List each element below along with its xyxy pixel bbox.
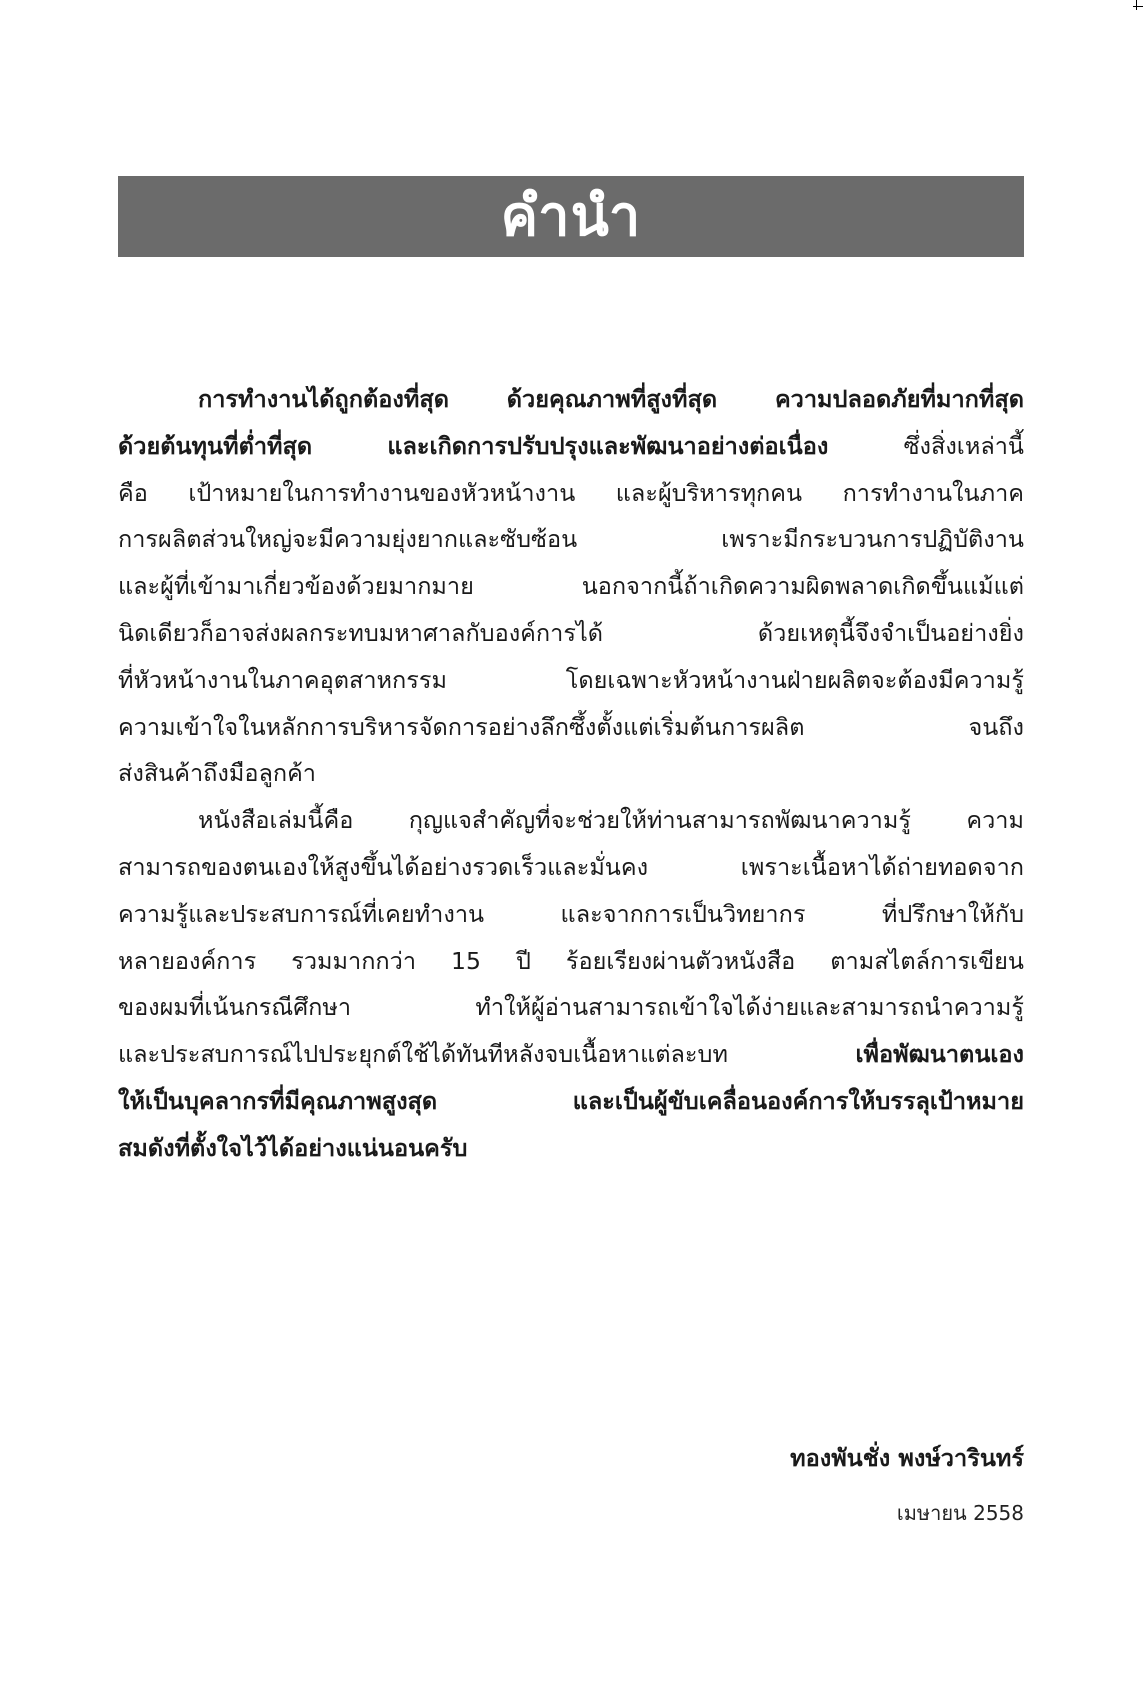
text-run: และประสบการณ์ไปประยุกต์ใช้ได้ทันทีหลังจบเนื้อหาแต่ละบท [118, 1040, 856, 1069]
text-run: การผลิตส่วนใหญ่จะมีความยุ่งยากและซับซ้อน เพราะมีกระบวนการปฏิบัติงาน [118, 525, 1024, 554]
text-run: ความรู้และประสบการณ์ที่เคยทำงาน และจากการเป็นวิทยากร ที่ปรึกษาให้กับ [118, 899, 1024, 928]
signature-date: เมษายน 2558 [896, 1501, 1024, 1525]
author-signature: ทองพันชั่ง พงษ์วารินทร์ [790, 1444, 1024, 1472]
text-line [118, 376, 1024, 423]
text-run: นิดเดียวก็อาจส่งผลกระทบมหาศาลกับองค์การได้ ด้วยเหตุนี้จึงจำเป็นอย่างยิ่ง [118, 618, 1024, 647]
text-run: ซึ่งสิ่งเหล่านี้ [903, 431, 1024, 460]
text-line [118, 844, 1024, 891]
paragraph [118, 797, 1024, 1171]
text-run: ของผมที่เน้นกรณีศึกษา ทำให้ผู้อ่านสามารถเข้าใจได้ง่ายและสามารถนำความรู้ [118, 993, 1024, 1022]
text-line [118, 1031, 1024, 1078]
text-line [118, 704, 1024, 751]
text-line [118, 610, 1024, 657]
text-line [118, 1078, 1024, 1125]
bold-text: ให้เป็นบุคลากรที่มีคุณภาพสูงสุด และเป็นผู้ขับเคลื่อนองค์การให้บรรลุเป้าหมาย [118, 1086, 1024, 1115]
text-run: และผู้ที่เข้ามาเกี่ยวข้องด้วยมากมาย นอกจากนี้ถ้าเกิดความผิดพลาดเกิดขึ้นแม้แต่ [118, 572, 1024, 601]
text-line [118, 984, 1024, 1031]
bold-text: การทำงานได้ถูกต้องที่สุด ด้วยคุณภาพที่สูงที่สุด ความปลอดภัยที่มากที่สุด [198, 385, 1024, 413]
page-heading: คำนำ [500, 183, 642, 249]
crop-mark-vertical [1136, 0, 1137, 10]
text-run: ที่หัวหน้างานในภาคอุตสาหกรรม โดยเฉพาะหัวหน้างานฝ่ายผลิตจะต้องมีความรู้ [118, 665, 1024, 694]
text-run: ความเข้าใจในหลักการบริหารจัดการอย่างลึกซึ้งตั้งแต่เริ่มต้นการผลิต จนถึง [118, 712, 1024, 741]
text-line [118, 470, 1024, 517]
text-line [118, 563, 1024, 610]
text-run: ส่งสินค้าถึงมือลูกค้า [118, 759, 316, 788]
text-line [118, 516, 1024, 563]
preface-body [118, 376, 1024, 1172]
text-line [118, 938, 1024, 985]
bold-text: เพื่อพัฒนาตนเอง [855, 1040, 1024, 1069]
text-run: สามารถของตนเองให้สูงขึ้นได้อย่างรวดเร็วและมั่นคง เพราะเนื้อหาได้ถ่ายทอดจาก [118, 852, 1024, 881]
text-line [118, 657, 1024, 704]
text-run: หลายองค์การ รวมมากกว่า 15 ปี ร้อยเรียงผ่านตัวหนังสือ ตามสไตล์การเขียน [118, 946, 1024, 975]
text-run: คือ เป้าหมายในการทำงานของหัวหน้างาน และผู้บริหารทุกคน การทำงานในภาค [118, 478, 1024, 507]
text-line [118, 750, 1024, 797]
crop-mark-horizontal [1133, 6, 1143, 7]
text-line [118, 797, 1024, 844]
text-run: หนังสือเล่มนี้คือ กุญแจสำคัญที่จะช่วยให้ท่านสามารถพัฒนาความรู้ ความ [198, 806, 1024, 835]
text-line [118, 423, 1024, 470]
heading-banner [118, 176, 1024, 257]
text-line [118, 891, 1024, 938]
paragraph [118, 376, 1024, 797]
bold-text: สมดังที่ตั้งใจไว้ได้อย่างแน่นอนครับ [118, 1133, 468, 1162]
bold-text: ด้วยต้นทุนที่ต่ำที่สุด และเกิดการปรับปรุงและพัฒนาอย่างต่อเนื่อง [118, 431, 904, 460]
text-line [118, 1125, 1024, 1172]
